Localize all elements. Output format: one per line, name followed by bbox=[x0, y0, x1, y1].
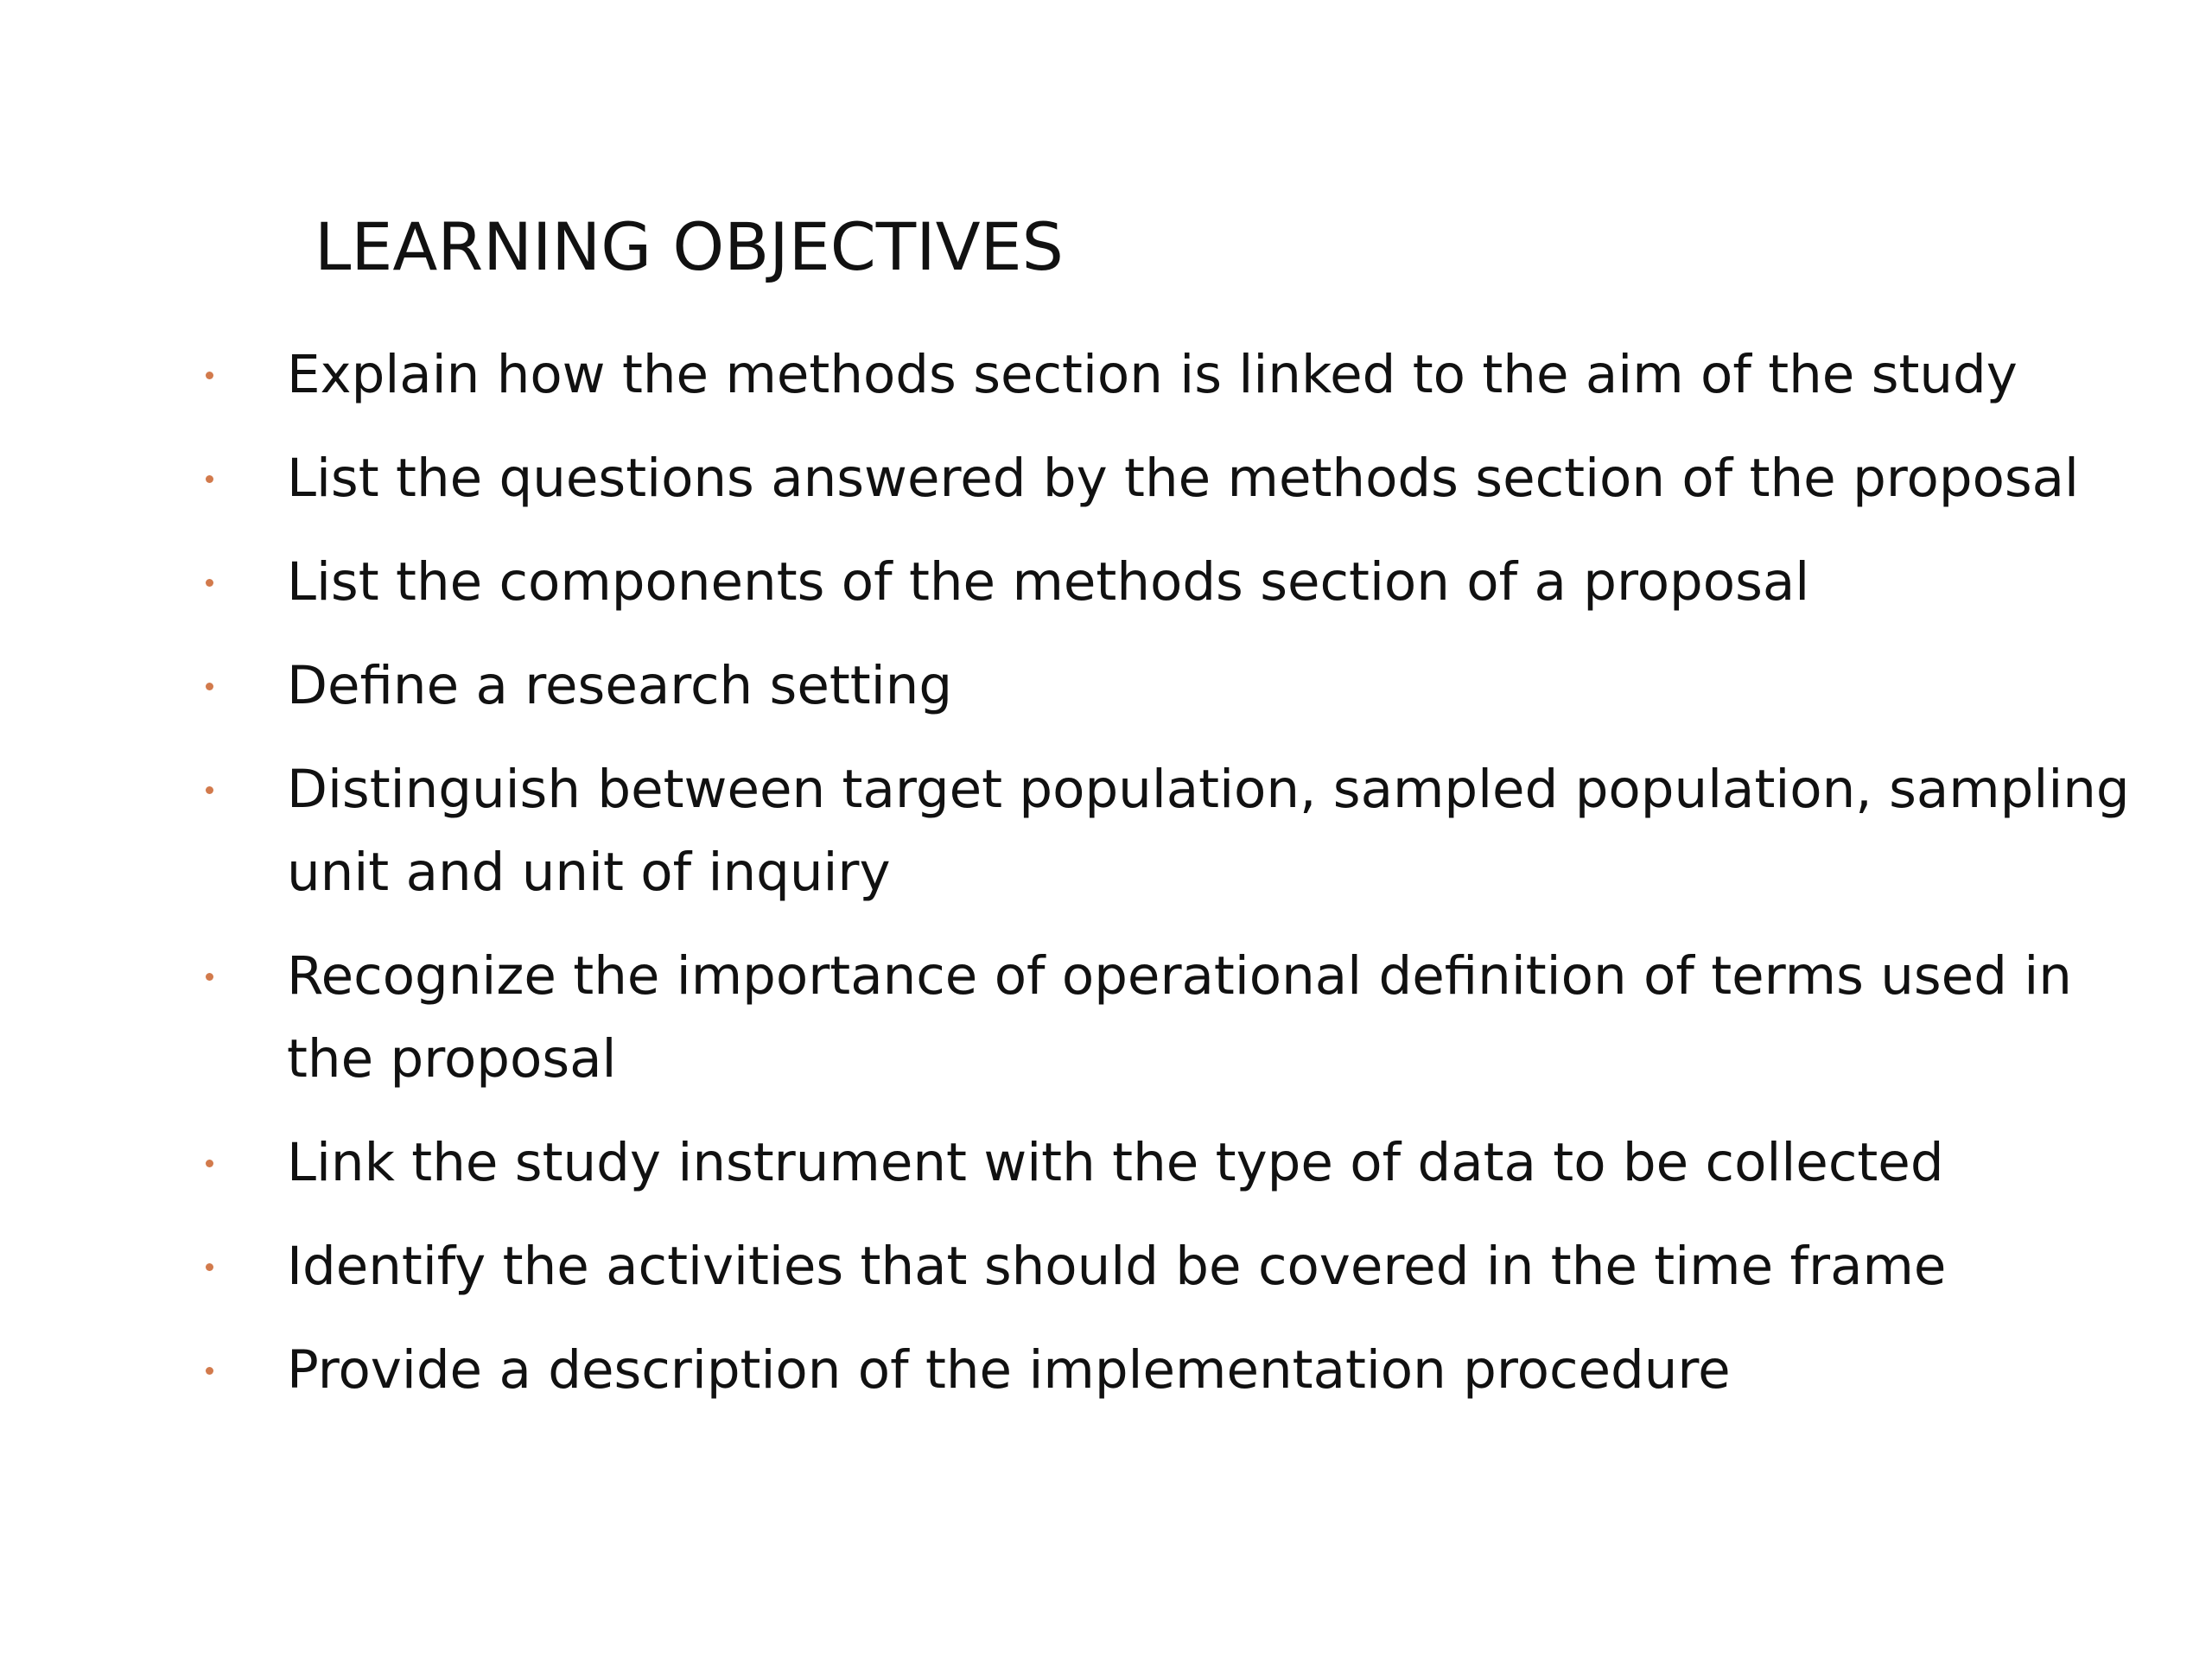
list-item bbox=[197, 645, 2133, 728]
list-item bbox=[197, 334, 2133, 416]
list-item bbox=[197, 935, 2133, 1101]
bullet-icon bbox=[206, 1263, 213, 1271]
bullet-icon bbox=[206, 1367, 213, 1375]
objective-text: Explain how the methods section is linked to the aim of the study bbox=[287, 344, 2018, 405]
list-item bbox=[197, 1122, 2133, 1205]
objective-text: List the questions answered by the methods section of the proposal bbox=[287, 448, 2079, 509]
bullet-icon bbox=[206, 372, 213, 379]
list-item bbox=[197, 437, 2133, 520]
objective-text: Identify the activities that should be covered in the time frame bbox=[287, 1236, 1947, 1297]
bullet-icon bbox=[206, 683, 213, 690]
list-item bbox=[197, 541, 2133, 624]
bullet-icon bbox=[206, 579, 213, 587]
list-item bbox=[197, 1225, 2133, 1308]
bullet-icon bbox=[206, 973, 213, 981]
bullet-icon bbox=[206, 1160, 213, 1167]
bullet-icon bbox=[206, 786, 213, 794]
objective-text: Distinguish between target population, sampled population, sampling unit and unit of inquiry bbox=[287, 759, 2130, 903]
bullet-icon bbox=[206, 475, 213, 483]
objective-text: Link the study instrument with the type of data to be collected bbox=[287, 1132, 1944, 1193]
list-item bbox=[197, 748, 2133, 914]
list-item bbox=[197, 1329, 2133, 1412]
objective-text: Recognize the importance of operational definition of terms used in the proposal bbox=[287, 945, 2072, 1090]
slide-title: LEARNING OBJECTIVES bbox=[315, 208, 1064, 285]
objectives-list bbox=[197, 334, 2133, 1433]
objective-text: Define a research setting bbox=[287, 655, 953, 716]
objective-text: List the components of the methods section of a proposal bbox=[287, 551, 1810, 613]
objective-text: Provide a description of the implementation procedure bbox=[287, 1339, 1731, 1401]
